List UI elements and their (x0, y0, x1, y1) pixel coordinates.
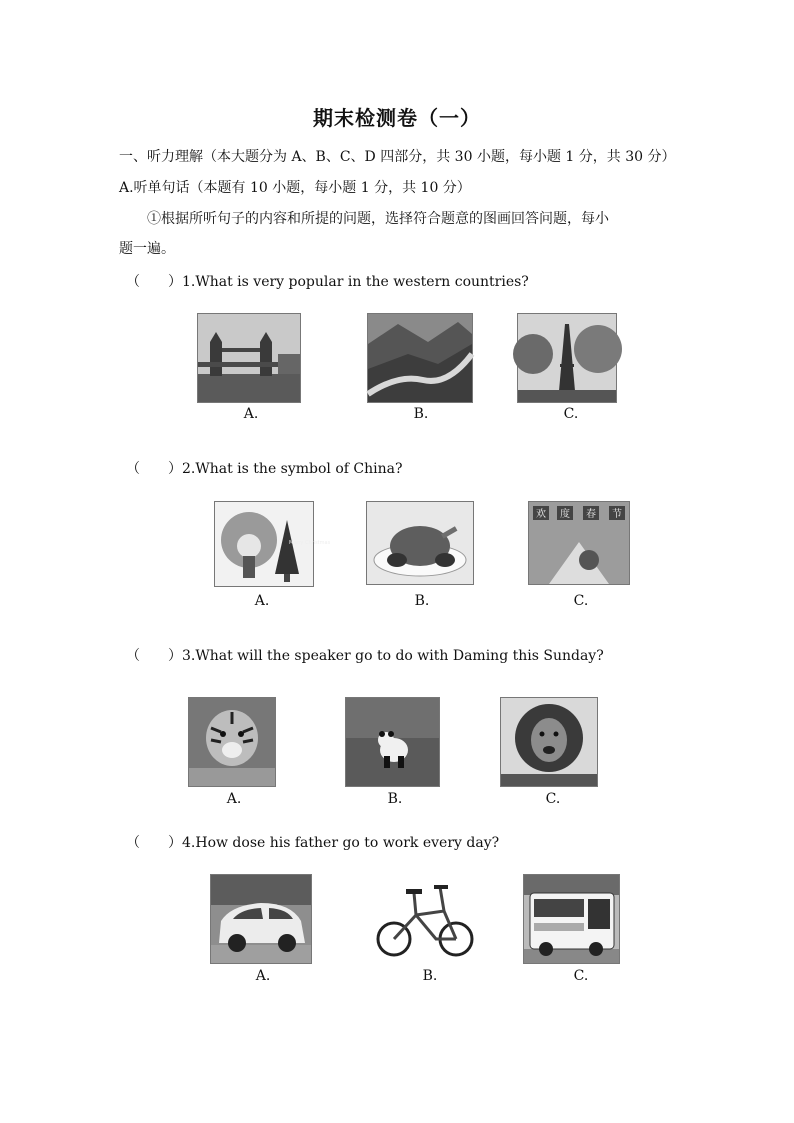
option-c-label: C. (573, 593, 589, 609)
festival-char-4: 节 (612, 509, 622, 520)
roast-turkey-photo[interactable] (366, 501, 474, 585)
festival-char-1: 欢 (536, 509, 546, 520)
page-title: 期末检测卷（一） (313, 106, 481, 130)
answer-blank[interactable]: （ ） (126, 461, 182, 477)
option-c-label: C. (545, 791, 561, 807)
festival-char-3: 春 (586, 509, 596, 520)
christmas-text: Merry Christmas (289, 540, 331, 546)
tower-bridge-photo[interactable] (197, 313, 301, 403)
tiger-photo[interactable] (188, 697, 276, 787)
lion-photo[interactable] (500, 697, 598, 787)
bus-photo[interactable] (523, 874, 620, 964)
question-text: 3.What will the speaker go to do with Daming this Sunday? (182, 648, 604, 664)
answer-blank[interactable]: （ ） (126, 835, 182, 851)
question-text: 1.What is very popular in the western countries? (182, 274, 529, 290)
instruction-line-1: ①根据所听句子的内容和所提的问题，选择符合题意的图画回答问题，每小 (147, 211, 609, 227)
eiffel-tower-photo[interactable] (517, 313, 617, 403)
car-photo[interactable] (210, 874, 312, 964)
festival-char-2: 度 (560, 509, 570, 520)
question-1 (126, 271, 529, 291)
option-b-label: B. (414, 593, 430, 609)
part-a-heading: A.听单句话（本题有 10 小题，每小题 1 分，共 10 分） (119, 180, 471, 196)
option-b-label: B. (387, 791, 403, 807)
great-wall-photo[interactable] (367, 313, 473, 403)
option-a-label: A. (254, 593, 270, 609)
question-text: 2.What is the symbol of China? (182, 461, 403, 477)
question-4 (126, 832, 499, 852)
question-text: 4.How dose his father go to work every day? (182, 835, 500, 851)
option-a-label: A. (243, 406, 259, 422)
panda-photo[interactable] (345, 697, 440, 787)
option-c-label: C. (563, 406, 579, 422)
option-a-label: A. (226, 791, 242, 807)
spring-festival-photo[interactable] (528, 501, 630, 585)
instruction-line-2: 题一遍。 (119, 241, 175, 257)
answer-blank[interactable]: （ ） (126, 274, 182, 290)
christmas-scene-photo[interactable] (214, 501, 331, 587)
question-3 (126, 645, 604, 665)
option-b-label: B. (413, 406, 429, 422)
answer-blank[interactable]: （ ） (126, 648, 182, 664)
section-heading: 一、听力理解（本大题分为 A、B、C、D 四部分，共 30 小题，每小题 1 分，共 30 分） (119, 149, 676, 165)
option-b-label: B. (422, 968, 438, 984)
bicycle-photo[interactable] (373, 874, 474, 964)
option-a-label: A. (255, 968, 271, 984)
option-c-label: C. (573, 968, 589, 984)
question-2 (126, 458, 403, 478)
